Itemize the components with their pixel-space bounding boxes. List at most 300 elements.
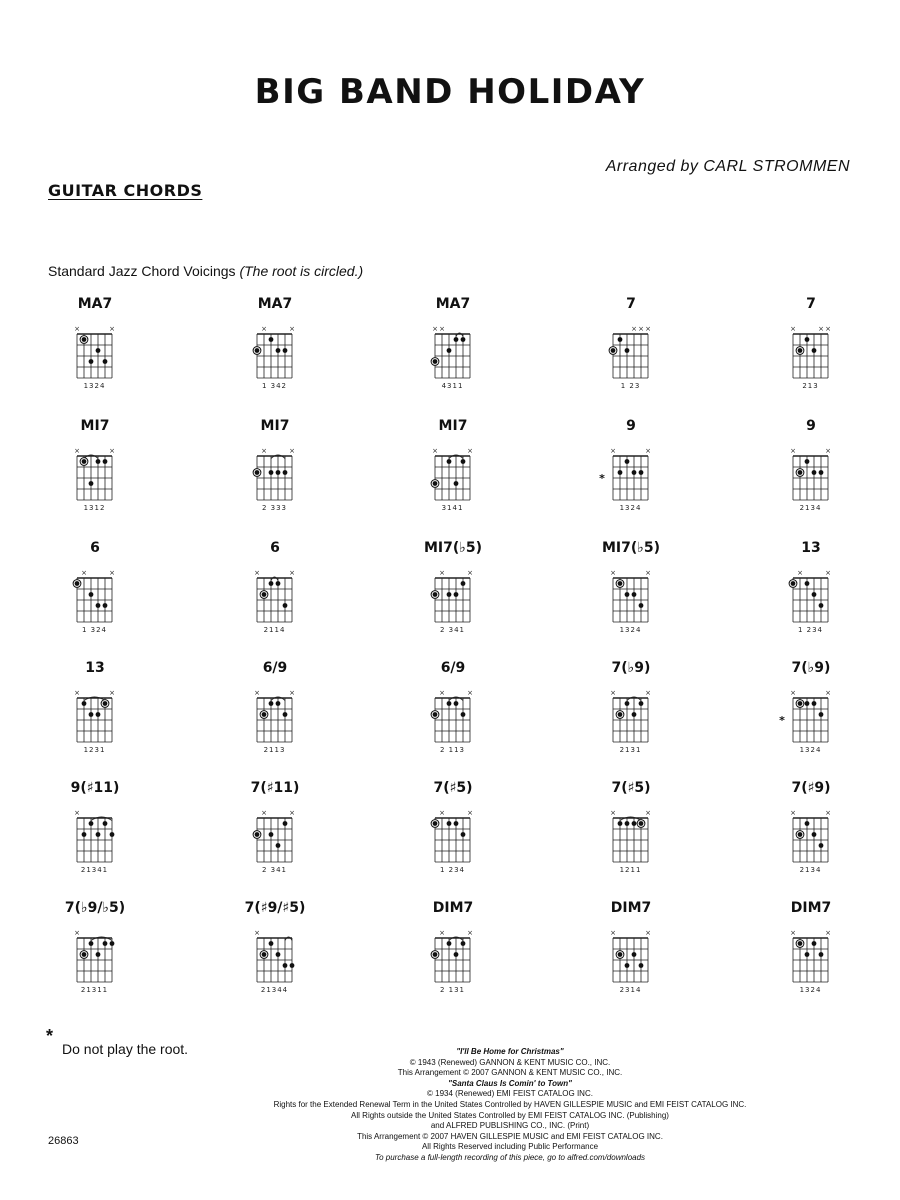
chord-diagram bbox=[408, 540, 498, 660]
finger-dot bbox=[89, 821, 94, 826]
finger-dot bbox=[276, 581, 281, 586]
chord-name: 6/9 bbox=[262, 660, 288, 676]
chord-name: 9 bbox=[806, 418, 816, 434]
fingering-label: 1324 bbox=[799, 746, 822, 754]
finger-dot bbox=[447, 348, 452, 353]
chord-diagram bbox=[50, 780, 140, 900]
finger-dot bbox=[276, 470, 281, 475]
fretboard bbox=[230, 922, 320, 1014]
mute-mark: × bbox=[74, 929, 80, 937]
finger-dot bbox=[89, 712, 94, 717]
finger-dot bbox=[639, 470, 644, 475]
finger-dot bbox=[433, 821, 438, 826]
finger-dot bbox=[283, 712, 288, 717]
mute-mark: × bbox=[610, 809, 616, 817]
finger-dot bbox=[103, 459, 108, 464]
chord-diagram bbox=[230, 780, 320, 900]
mute-mark: × bbox=[790, 689, 796, 697]
finger-dot bbox=[447, 821, 452, 826]
finger-dot bbox=[290, 963, 295, 968]
finger-dot bbox=[433, 712, 438, 717]
chord-name: 7(♯5) bbox=[611, 780, 651, 796]
fingering-label: 2 333 bbox=[261, 504, 288, 512]
chord-diagram bbox=[586, 900, 676, 1020]
fingering-label: 1324 bbox=[619, 626, 642, 634]
finger-dot bbox=[812, 348, 817, 353]
chord-name: 7 bbox=[806, 296, 816, 312]
finger-dot bbox=[618, 952, 623, 957]
credit-line: Rights for the Extended Renewal Term in the United States Controlled by HAVEN GILLESPIE MUSIC and EMI FEIST CATALOG INC. bbox=[273, 1099, 747, 1109]
mute-mark: × bbox=[645, 689, 651, 697]
finger-dot bbox=[632, 470, 637, 475]
fretboard bbox=[586, 562, 676, 654]
finger-dot bbox=[82, 459, 87, 464]
finger-dot bbox=[461, 459, 466, 464]
credit-line: This Arrangement © 2007 HAVEN GILLESPIE MUSIC and EMI FEIST CATALOG INC. bbox=[357, 1131, 663, 1141]
mute-mark: × bbox=[74, 689, 80, 697]
chord-diagram bbox=[586, 418, 676, 538]
mute-mark: × bbox=[825, 325, 831, 333]
fingering-label: 1 342 bbox=[261, 382, 288, 390]
mute-mark: × bbox=[109, 689, 115, 697]
chord-diagram bbox=[586, 660, 676, 780]
finger-dot bbox=[805, 459, 810, 464]
no-root-star: * bbox=[599, 472, 605, 485]
finger-dot bbox=[812, 592, 817, 597]
credit-line: © 1934 (Renewed) EMI FEIST CATALOG INC. bbox=[427, 1089, 593, 1099]
finger-dot bbox=[461, 581, 466, 586]
mute-mark: × bbox=[254, 689, 260, 697]
mute-mark: × bbox=[790, 325, 796, 333]
finger-dot bbox=[454, 952, 459, 957]
credit-line: All Rights outside the United States Controlled by EMI FEIST CATALOG INC. (Publishing) bbox=[351, 1110, 669, 1120]
fingering-label: 4311 bbox=[441, 382, 464, 390]
chord-diagram bbox=[230, 540, 320, 660]
chord-diagram bbox=[50, 540, 140, 660]
finger-dot bbox=[283, 603, 288, 608]
mute-mark: × bbox=[645, 929, 651, 937]
finger-dot bbox=[89, 481, 94, 486]
fingering-label: 1324 bbox=[83, 382, 106, 390]
finger-dot bbox=[819, 843, 824, 848]
chord-diagram bbox=[408, 780, 498, 900]
finger-dot bbox=[461, 712, 466, 717]
chord-diagram bbox=[50, 418, 140, 538]
fretboard bbox=[586, 802, 676, 894]
finger-dot bbox=[639, 701, 644, 706]
chord-name: 7 bbox=[626, 296, 636, 312]
finger-dot bbox=[454, 701, 459, 706]
fretboard bbox=[50, 318, 140, 410]
finger-dot bbox=[276, 701, 281, 706]
mute-mark: × bbox=[109, 325, 115, 333]
chord-diagram bbox=[766, 660, 856, 780]
mute-mark: × bbox=[439, 569, 445, 577]
finger-dot bbox=[269, 337, 274, 342]
chord-name: 7(♯9) bbox=[791, 780, 831, 796]
fingering-label: 2131 bbox=[619, 746, 642, 754]
page-title: BIG BAND HOLIDAY bbox=[254, 72, 646, 112]
mute-mark: × bbox=[81, 569, 87, 577]
finger-dot bbox=[82, 701, 87, 706]
mute-mark: × bbox=[467, 569, 473, 577]
mute-mark: × bbox=[790, 809, 796, 817]
fretboard bbox=[586, 922, 676, 1014]
mute-mark: × bbox=[790, 447, 796, 455]
mute-mark: × bbox=[289, 447, 295, 455]
mute-mark: × bbox=[254, 569, 260, 577]
finger-dot bbox=[461, 832, 466, 837]
chord-name: 6 bbox=[90, 540, 100, 556]
mute-mark: × bbox=[289, 689, 295, 697]
intro-text: Standard Jazz Chord Voicings bbox=[48, 263, 236, 279]
finger-dot bbox=[96, 459, 101, 464]
chord-diagram bbox=[408, 418, 498, 538]
chord-name: MI7 bbox=[438, 418, 468, 434]
arranger-credit: Arranged by CARL STROMMEN bbox=[605, 158, 850, 175]
finger-dot bbox=[269, 832, 274, 837]
mute-mark: × bbox=[610, 569, 616, 577]
mute-mark: × bbox=[467, 447, 473, 455]
fingering-label: 1 23 bbox=[620, 382, 641, 390]
fretboard bbox=[50, 440, 140, 532]
finger-dot bbox=[103, 941, 108, 946]
chord-diagram bbox=[230, 660, 320, 780]
finger-dot bbox=[805, 581, 810, 586]
mute-mark: × bbox=[638, 325, 644, 333]
chord-diagram bbox=[408, 900, 498, 1020]
chord-name: MA7 bbox=[435, 296, 471, 312]
chord-name: 7(♯5) bbox=[433, 780, 473, 796]
mute-mark: × bbox=[797, 569, 803, 577]
chord-diagram bbox=[50, 296, 140, 416]
finger-dot bbox=[262, 712, 267, 717]
footnote-star: * bbox=[46, 1026, 54, 1046]
fretboard bbox=[766, 922, 856, 1014]
mute-mark: × bbox=[825, 569, 831, 577]
mute-mark: × bbox=[645, 809, 651, 817]
finger-dot bbox=[812, 832, 817, 837]
mute-mark: × bbox=[825, 809, 831, 817]
credit-line: "Santa Claus Is Comin' to Town" bbox=[448, 1078, 572, 1088]
fingering-label: 1312 bbox=[83, 504, 106, 512]
finger-dot bbox=[433, 481, 438, 486]
fingering-label: 3141 bbox=[441, 504, 464, 512]
finger-dot bbox=[625, 963, 630, 968]
finger-dot bbox=[276, 843, 281, 848]
finger-dot bbox=[262, 952, 267, 957]
finger-dot bbox=[283, 348, 288, 353]
credit-line: To purchase a full-length recording of this piece, go to alfred.com/downloads bbox=[374, 1152, 646, 1162]
catalog-number: 26863 bbox=[48, 1135, 79, 1147]
fingering-label: 1 324 bbox=[81, 626, 108, 634]
finger-dot bbox=[639, 963, 644, 968]
mute-mark: × bbox=[467, 809, 473, 817]
fingering-label: 2114 bbox=[263, 626, 286, 634]
mute-mark: × bbox=[467, 929, 473, 937]
finger-dot bbox=[618, 712, 623, 717]
finger-dot bbox=[461, 337, 466, 342]
finger-dot bbox=[433, 359, 438, 364]
finger-dot bbox=[433, 592, 438, 597]
fretboard bbox=[50, 802, 140, 894]
finger-dot bbox=[454, 337, 459, 342]
finger-dot bbox=[454, 592, 459, 597]
credit-line: © 1943 (Renewed) GANNON & KENT MUSIC CO., INC. bbox=[409, 1057, 611, 1067]
mute-mark: × bbox=[261, 325, 267, 333]
fingering-label: 1231 bbox=[83, 746, 106, 754]
fretboard bbox=[50, 562, 140, 654]
fretboard bbox=[766, 682, 856, 774]
finger-dot bbox=[103, 359, 108, 364]
finger-dot bbox=[269, 581, 274, 586]
finger-dot bbox=[283, 470, 288, 475]
finger-dot bbox=[625, 701, 630, 706]
finger-dot bbox=[269, 941, 274, 946]
finger-dot bbox=[447, 701, 452, 706]
finger-dot bbox=[805, 337, 810, 342]
chord-diagram bbox=[408, 660, 498, 780]
mute-mark: × bbox=[610, 689, 616, 697]
finger-dot bbox=[632, 952, 637, 957]
finger-dot bbox=[819, 470, 824, 475]
finger-dot bbox=[805, 701, 810, 706]
credit-line: This Arrangement © 2007 GANNON & KENT MUSIC CO., INC. bbox=[397, 1068, 623, 1078]
finger-dot bbox=[805, 952, 810, 957]
intro-line bbox=[48, 263, 363, 279]
chord-name: MI7 bbox=[260, 418, 290, 434]
finger-dot bbox=[625, 592, 630, 597]
fingering-label: 1324 bbox=[799, 986, 822, 994]
chord-diagram bbox=[766, 900, 856, 1020]
finger-dot bbox=[283, 963, 288, 968]
chord-diagram bbox=[766, 540, 856, 660]
finger-dot bbox=[798, 941, 803, 946]
mute-mark: × bbox=[439, 689, 445, 697]
no-root-star: * bbox=[779, 714, 785, 727]
mute-mark: × bbox=[825, 689, 831, 697]
finger-dot bbox=[269, 470, 274, 475]
finger-dot bbox=[82, 337, 87, 342]
fingering-label: 2314 bbox=[619, 986, 642, 994]
fingering-label: 2 341 bbox=[261, 866, 288, 874]
finger-dot bbox=[819, 712, 824, 717]
mute-mark: × bbox=[631, 325, 637, 333]
chord-name: 9 bbox=[626, 418, 636, 434]
finger-dot bbox=[618, 470, 623, 475]
chord-name: 7(♭9/♭5) bbox=[64, 900, 126, 916]
chord-name: 7(♯9/♯5) bbox=[244, 900, 306, 916]
chord-name: 6/9 bbox=[440, 660, 466, 676]
chord-name: 7(♭9) bbox=[791, 660, 831, 676]
chord-name: MI7(♭5) bbox=[601, 540, 661, 556]
fretboard bbox=[586, 682, 676, 774]
credit-line: All Rights Reserved including Public Performance bbox=[421, 1142, 599, 1152]
mute-mark: × bbox=[74, 325, 80, 333]
chord-diagram bbox=[586, 540, 676, 660]
fingering-label: 1 234 bbox=[439, 866, 466, 874]
finger-dot bbox=[283, 821, 288, 826]
chord-name: 7(♭9) bbox=[611, 660, 651, 676]
credit-line: "I'll Be Home for Christmas" bbox=[456, 1047, 564, 1056]
finger-dot bbox=[103, 603, 108, 608]
chord-diagram bbox=[230, 296, 320, 416]
finger-dot bbox=[625, 821, 630, 826]
mute-mark: × bbox=[74, 447, 80, 455]
finger-dot bbox=[276, 348, 281, 353]
chord-name: DIM7 bbox=[432, 900, 474, 916]
mute-mark: × bbox=[289, 809, 295, 817]
mute-mark: × bbox=[439, 809, 445, 817]
finger-dot bbox=[819, 952, 824, 957]
finger-dot bbox=[110, 941, 115, 946]
finger-dot bbox=[618, 581, 623, 586]
mute-mark: × bbox=[439, 325, 445, 333]
chord-name: MA7 bbox=[257, 296, 293, 312]
chord-name: DIM7 bbox=[790, 900, 832, 916]
finger-dot bbox=[255, 832, 260, 837]
fretboard bbox=[766, 562, 856, 654]
mute-mark: × bbox=[610, 447, 616, 455]
fretboard bbox=[766, 318, 856, 410]
finger-dot bbox=[89, 592, 94, 597]
finger-dot bbox=[625, 459, 630, 464]
fretboard bbox=[50, 922, 140, 1014]
finger-dot bbox=[262, 592, 267, 597]
chord-diagram bbox=[408, 296, 498, 416]
fretboard bbox=[586, 318, 676, 410]
finger-dot bbox=[447, 592, 452, 597]
finger-dot bbox=[96, 952, 101, 957]
finger-dot bbox=[96, 348, 101, 353]
finger-dot bbox=[96, 712, 101, 717]
finger-dot bbox=[812, 470, 817, 475]
chord-name: MA7 bbox=[77, 296, 113, 312]
mute-mark: × bbox=[261, 809, 267, 817]
fingering-label: 2 131 bbox=[439, 986, 466, 994]
intro-note: (The root is circled.) bbox=[239, 263, 364, 279]
finger-dot bbox=[96, 832, 101, 837]
fretboard bbox=[230, 318, 320, 410]
finger-dot bbox=[639, 603, 644, 608]
fretboard bbox=[586, 440, 676, 532]
finger-dot bbox=[82, 832, 87, 837]
mute-mark: × bbox=[825, 929, 831, 937]
chord-diagram bbox=[50, 660, 140, 780]
finger-dot bbox=[75, 581, 80, 586]
mute-mark: × bbox=[432, 447, 438, 455]
fretboard bbox=[230, 802, 320, 894]
chord-diagram bbox=[230, 900, 320, 1020]
finger-dot bbox=[276, 952, 281, 957]
fretboard bbox=[408, 440, 498, 532]
chord-name: MI7(♭5) bbox=[423, 540, 483, 556]
finger-dot bbox=[255, 348, 260, 353]
section-heading: GUITAR CHORDS bbox=[48, 181, 203, 200]
mute-mark: × bbox=[254, 929, 260, 937]
finger-dot bbox=[639, 821, 644, 826]
finger-dot bbox=[819, 603, 824, 608]
fretboard bbox=[408, 922, 498, 1014]
finger-dot bbox=[89, 941, 94, 946]
chord-diagram bbox=[766, 418, 856, 538]
mute-mark: × bbox=[109, 569, 115, 577]
mute-mark: × bbox=[825, 447, 831, 455]
finger-dot bbox=[798, 470, 803, 475]
finger-dot bbox=[255, 470, 260, 475]
fingering-label: 21311 bbox=[80, 986, 109, 994]
finger-dot bbox=[82, 952, 87, 957]
finger-dot bbox=[433, 952, 438, 957]
fretboard bbox=[766, 440, 856, 532]
finger-dot bbox=[798, 701, 803, 706]
fingering-label: 2113 bbox=[263, 746, 286, 754]
finger-dot bbox=[618, 821, 623, 826]
finger-dot bbox=[447, 459, 452, 464]
mute-mark: × bbox=[818, 325, 824, 333]
chord-diagram bbox=[766, 296, 856, 416]
fingering-label: 2 341 bbox=[439, 626, 466, 634]
chord-diagram bbox=[586, 780, 676, 900]
finger-dot bbox=[110, 832, 115, 837]
fretboard bbox=[230, 440, 320, 532]
chord-name: MI7 bbox=[80, 418, 110, 434]
finger-dot bbox=[632, 712, 637, 717]
finger-dot bbox=[791, 581, 796, 586]
fingering-label: 2 113 bbox=[439, 746, 466, 754]
mute-mark: × bbox=[439, 929, 445, 937]
fretboard bbox=[230, 562, 320, 654]
chord-name: 6 bbox=[270, 540, 280, 556]
mute-mark: × bbox=[645, 325, 651, 333]
fingering-label: 2134 bbox=[799, 866, 822, 874]
finger-dot bbox=[611, 348, 616, 353]
finger-dot bbox=[618, 337, 623, 342]
chord-name: DIM7 bbox=[610, 900, 652, 916]
fretboard bbox=[408, 562, 498, 654]
mute-mark: × bbox=[790, 929, 796, 937]
mute-mark: × bbox=[645, 447, 651, 455]
copyright-credits bbox=[200, 1047, 820, 1164]
fretboard bbox=[408, 802, 498, 894]
mute-mark: × bbox=[432, 325, 438, 333]
mute-mark: × bbox=[289, 325, 295, 333]
mute-mark: × bbox=[467, 689, 473, 697]
chord-name: 7(♯11) bbox=[250, 780, 300, 796]
fingering-label: 1 234 bbox=[797, 626, 824, 634]
finger-dot bbox=[798, 832, 803, 837]
mute-mark: × bbox=[289, 569, 295, 577]
fingering-label: 21341 bbox=[80, 866, 109, 874]
mute-mark: × bbox=[610, 929, 616, 937]
fingering-label: 2134 bbox=[799, 504, 822, 512]
finger-dot bbox=[632, 592, 637, 597]
finger-dot bbox=[89, 359, 94, 364]
finger-dot bbox=[269, 701, 274, 706]
fretboard bbox=[766, 802, 856, 894]
chord-diagram bbox=[586, 296, 676, 416]
fingering-label: 21344 bbox=[260, 986, 289, 994]
finger-dot bbox=[96, 603, 101, 608]
credit-line: and ALFRED PUBLISHING CO., INC. (Print) bbox=[430, 1121, 590, 1131]
fingering-label: 213 bbox=[802, 382, 819, 390]
finger-dot bbox=[625, 348, 630, 353]
finger-dot bbox=[805, 821, 810, 826]
finger-dot bbox=[454, 821, 459, 826]
chord-diagram bbox=[766, 780, 856, 900]
chord-name: 13 bbox=[85, 660, 105, 676]
chord-diagram bbox=[50, 900, 140, 1020]
